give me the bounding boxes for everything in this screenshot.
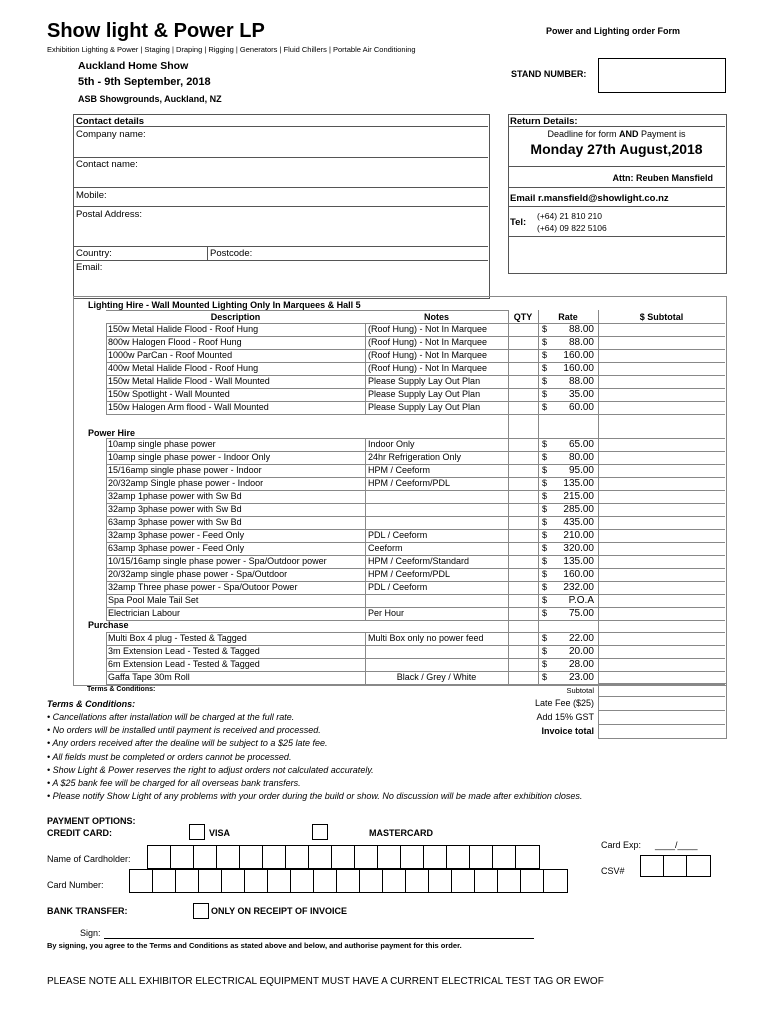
csv-label: CSV# — [601, 866, 625, 876]
item-notes: HPM / Ceeform — [368, 465, 431, 475]
item-rate: 75.00 — [568, 608, 594, 619]
char-box[interactable] — [262, 845, 287, 869]
invoice-only-label: ONLY ON RECEIPT OF INVOICE — [211, 906, 348, 916]
item-rate: 160.00 — [563, 363, 594, 374]
item-notes: (Roof Hung) - Not In Marquee — [368, 337, 488, 347]
char-box[interactable] — [216, 845, 241, 869]
item-description: Spa Pool Male Tail Set — [108, 595, 199, 605]
char-box[interactable] — [336, 869, 361, 893]
char-box[interactable] — [147, 845, 172, 869]
item-notes: (Roof Hung) - Not In Marquee — [368, 350, 488, 360]
item-rate: 435.00 — [563, 517, 594, 528]
terms-item: • Any orders received after the dealine will be subject to a $25 late fee. — [47, 738, 328, 749]
col-notes: Notes — [423, 312, 449, 322]
currency-sign: $ — [542, 543, 548, 553]
card-exp-label: Card Exp: — [601, 840, 642, 850]
terms-item: • Please notify Show Light of any problems with your order during the build or show. No discussion will be made after exhibition closes. — [47, 791, 583, 802]
sign-label: Sign: — [80, 928, 101, 938]
item-description: 32amp 3phase power - Feed Only — [108, 530, 245, 540]
item-description: Gaffa Tape 30m Roll — [108, 672, 190, 682]
deadline-text: Deadline for form AND Payment is — [547, 129, 686, 139]
col-rate: Rate — [558, 312, 578, 322]
col-subtotal: $ Subtotal — [639, 312, 684, 322]
services-line: Exhibition Lighting & Power | Staging | Draping | Rigging | Generators | Fluid Chillers | Portable Air Conditioning — [47, 45, 416, 54]
char-box[interactable] — [451, 869, 476, 893]
currency-sign: $ — [542, 491, 548, 501]
contact-name-label: Contact name: — [76, 159, 138, 170]
terms-small-label: Terms & Conditions: — [87, 686, 156, 693]
mobile-field[interactable] — [115, 188, 485, 205]
char-box[interactable] — [497, 869, 522, 893]
subtotal-label: Subtotal — [566, 686, 594, 695]
currency-sign: $ — [542, 646, 548, 656]
char-box[interactable] — [377, 845, 402, 869]
currency-sign: $ — [542, 452, 548, 462]
mobile-label: Mobile: — [76, 190, 107, 201]
item-description: Electrician Labour — [108, 608, 181, 618]
item-rate: 232.00 — [563, 582, 594, 593]
event-venue: ASB Showgrounds, Auckland, NZ — [78, 94, 222, 104]
terms-heading: Terms & Conditions: — [47, 699, 136, 709]
item-rate: 160.00 — [563, 350, 594, 361]
item-description: 400w Metal Halide Flood - Roof Hung — [108, 363, 259, 373]
tel-2: (+64) 09 822 5106 — [537, 223, 607, 233]
email-field[interactable] — [110, 261, 485, 296]
item-description: 3m Extension Lead - Tested & Tagged — [108, 646, 260, 656]
char-box[interactable] — [446, 845, 471, 869]
event-dates: 5th - 9th September, 2018 — [78, 76, 211, 88]
contact-heading: Contact details — [76, 116, 145, 127]
currency-sign: $ — [542, 439, 548, 449]
currency-sign: $ — [542, 582, 548, 592]
bank-transfer-checkbox[interactable] — [193, 903, 209, 919]
item-notes: Please Supply Lay Out Plan — [368, 402, 481, 412]
col-qty: QTY — [513, 312, 533, 322]
char-box[interactable] — [152, 869, 177, 893]
char-box[interactable] — [175, 869, 200, 893]
invoice-total-label: Invoice total — [541, 726, 594, 736]
item-description: 32amp Three phase power - Spa/Outoor Power — [108, 582, 298, 592]
table-column-rule — [508, 310, 509, 684]
currency-sign: $ — [542, 363, 548, 373]
subtotal-field[interactable] — [599, 684, 724, 695]
item-rate: 28.00 — [568, 659, 594, 670]
item-rate: 135.00 — [563, 478, 594, 489]
item-rate: 215.00 — [563, 491, 594, 502]
item-description: 32amp 1phase power with Sw Bd — [108, 491, 242, 501]
power-heading: Power Hire — [88, 428, 136, 438]
item-notes: Multi Box only no power feed — [368, 633, 484, 643]
item-notes: Per Hour — [368, 608, 405, 618]
char-box[interactable] — [428, 869, 453, 893]
return-email: Email r.mansfield@showlight.co.nz — [510, 193, 669, 204]
char-box[interactable] — [423, 845, 448, 869]
item-rate: 88.00 — [568, 337, 594, 348]
tel-label: Tel: — [510, 217, 527, 228]
item-description: Multi Box 4 plug - Tested & Tagged — [108, 633, 247, 643]
currency-sign: $ — [542, 569, 548, 579]
item-rate: 135.00 — [563, 556, 594, 567]
item-description: 10/15/16amp single phase power - Spa/Outdoor power — [108, 556, 327, 566]
item-notes: PDL / Ceeform — [368, 530, 428, 540]
char-box[interactable] — [359, 869, 384, 893]
signature-line[interactable] — [104, 938, 534, 939]
card-exp-field[interactable]: ____/____ — [655, 840, 698, 850]
item-description: 63amp 3phase power with Sw Bd — [108, 517, 242, 527]
char-box[interactable] — [244, 869, 269, 893]
postal-address-label: Postal Address: — [76, 209, 143, 220]
item-description: 15/16amp single phase power - Indoor — [108, 465, 262, 475]
item-notes: 24hr Refrigeration Only — [368, 452, 462, 462]
item-description: 150w Spotlight - Wall Mounted — [108, 389, 230, 399]
return-heading: Return Details: — [510, 116, 578, 127]
currency-sign: $ — [542, 672, 548, 682]
currency-sign: $ — [542, 350, 548, 360]
char-box[interactable] — [400, 845, 425, 869]
item-rate: 23.00 — [568, 672, 594, 683]
table-frame — [73, 296, 727, 686]
item-description: 10amp single phase power — [108, 439, 216, 449]
item-rate: 210.00 — [563, 530, 594, 541]
char-box[interactable] — [382, 869, 407, 893]
stand-number-label: STAND NUMBER: — [511, 69, 587, 79]
char-box[interactable] — [492, 845, 517, 869]
item-rate: 320.00 — [563, 543, 594, 554]
form-title: Power and Lighting order Form — [546, 26, 681, 36]
terms-item: • Show Light & Power reserves the right to adjust orders not calculated accurately. — [47, 764, 374, 775]
currency-sign: $ — [542, 402, 548, 412]
item-rate: 35.00 — [568, 389, 594, 400]
card-number-label: Card Number: — [47, 880, 104, 890]
company-title: Show light & Power LP — [47, 20, 265, 42]
late-fee-field[interactable] — [599, 697, 724, 709]
char-box[interactable] — [543, 869, 568, 893]
char-box[interactable] — [221, 869, 246, 893]
col-description: Description — [210, 312, 261, 322]
item-notes: Ceeform — [368, 543, 403, 553]
table-column-rule — [538, 310, 539, 684]
deadline-date: Monday 27th August,2018 — [530, 141, 703, 157]
event-name: Auckland Home Show — [78, 60, 189, 72]
terms-list — [47, 711, 687, 803]
item-description: 1000w ParCan - Roof Mounted — [108, 350, 233, 360]
terms-item: • Cancellations after installation will be charged at the full rate. — [47, 712, 295, 722]
char-box[interactable] — [686, 855, 711, 877]
item-description: 150w Metal Halide Flood - Roof Hung — [108, 324, 259, 334]
item-notes: HPM / Ceeform/Standard — [368, 556, 470, 566]
char-box[interactable] — [640, 855, 665, 877]
late-fee-label: Late Fee ($25) — [534, 698, 594, 708]
item-rate: 22.00 — [568, 633, 594, 644]
char-box[interactable] — [354, 845, 379, 869]
currency-sign: $ — [542, 556, 548, 566]
table-column-rule — [598, 310, 599, 684]
char-box[interactable] — [267, 869, 292, 893]
visa-checkbox[interactable] — [189, 824, 205, 840]
email-label: Email: — [76, 262, 103, 273]
tel-1: (+64) 21 810 210 — [537, 211, 602, 221]
item-rate: 80.00 — [568, 452, 594, 463]
item-notes: Indoor Only — [368, 439, 415, 449]
item-rate: 88.00 — [568, 376, 594, 387]
company-name-field[interactable] — [150, 128, 485, 156]
item-description: 32amp 3phase power with Sw Bd — [108, 504, 242, 514]
item-notes: (Roof Hung) - Not In Marquee — [368, 324, 488, 334]
item-rate: 95.00 — [568, 465, 594, 476]
item-notes: Please Supply Lay Out Plan — [368, 376, 481, 386]
currency-sign: $ — [542, 659, 548, 669]
char-box[interactable] — [193, 845, 218, 869]
item-rate: 65.00 — [568, 439, 594, 450]
item-notes: PDL / Ceeform — [368, 582, 428, 592]
char-box[interactable] — [663, 855, 688, 877]
item-rate: 285.00 — [563, 504, 594, 515]
currency-sign: $ — [542, 504, 548, 514]
mastercard-checkbox[interactable] — [312, 824, 328, 840]
currency-sign: $ — [542, 517, 548, 527]
currency-sign: $ — [542, 633, 548, 643]
bank-transfer-label: BANK TRANSFER: — [47, 906, 128, 916]
item-rate: 88.00 — [568, 324, 594, 335]
purchase-heading: Purchase — [88, 620, 129, 630]
char-box[interactable] — [520, 869, 545, 893]
item-rate: P.O.A — [568, 595, 594, 606]
item-notes: Black / Grey / White — [396, 672, 477, 682]
currency-sign: $ — [542, 530, 548, 540]
item-description: 63amp 3phase power - Feed Only — [108, 543, 245, 553]
terms-item: • All fields must be completed or orders cannot be processed. — [47, 751, 292, 762]
item-description: 150w Halogen Arm flood - Wall Mounted — [108, 402, 269, 412]
postal-address-field[interactable] — [150, 207, 485, 245]
item-notes: HPM / Ceeform/PDL — [368, 478, 451, 488]
char-box[interactable] — [129, 869, 154, 893]
footer-note: PLEASE NOTE ALL EXHIBITOR ELECTRICAL EQUIPMENT MUST HAVE A CURRENT ELECTRICAL TEST TAG OR EWOF — [47, 976, 604, 987]
gst-label: Add 15% GST — [536, 712, 594, 722]
country-label: Country: — [76, 248, 112, 259]
char-box[interactable] — [469, 845, 494, 869]
char-box[interactable] — [405, 869, 430, 893]
char-box[interactable] — [198, 869, 223, 893]
char-box[interactable] — [239, 845, 264, 869]
item-notes: Please Supply Lay Out Plan — [368, 389, 481, 399]
currency-sign: $ — [542, 337, 548, 347]
item-rate: 160.00 — [563, 569, 594, 580]
terms-item: • No orders will be installed until payment is received and processed. — [47, 725, 321, 736]
item-description: 20/32amp Single phase power - Indoor — [108, 478, 264, 488]
terms-item: • A $25 bank fee will be charged for all overseas bank transfers. — [47, 778, 301, 789]
currency-sign: $ — [542, 595, 548, 605]
cardholder-label: Name of Cardholder: — [47, 854, 131, 864]
item-description: 20/32amp single phase power - Spa/Outdoor — [108, 569, 288, 579]
company-name-label: Company name: — [76, 129, 146, 140]
contact-name-field[interactable] — [145, 158, 485, 186]
item-rate: 20.00 — [568, 646, 594, 657]
char-box[interactable] — [285, 845, 310, 869]
currency-sign: $ — [542, 376, 548, 386]
char-box[interactable] — [290, 869, 315, 893]
postcode-label: Postcode: — [210, 248, 253, 259]
agreement-text: By signing, you agree to the Terms and Conditions as stated above and below, and authorise payment for this order. — [47, 941, 462, 950]
currency-sign: $ — [542, 608, 548, 618]
char-box[interactable] — [313, 869, 338, 893]
item-description: 10amp single phase power - Indoor Only — [108, 452, 271, 462]
char-box[interactable] — [474, 869, 499, 893]
visa-label: VISA — [209, 828, 231, 838]
credit-card-label: CREDIT CARD: — [47, 828, 112, 838]
payment-heading: PAYMENT OPTIONS: — [47, 816, 136, 826]
attn-name: Attn: Reuben Mansfield — [612, 173, 713, 183]
item-notes: (Roof Hung) - Not In Marquee — [368, 363, 488, 373]
currency-sign: $ — [542, 324, 548, 334]
currency-sign: $ — [542, 465, 548, 475]
currency-sign: $ — [542, 389, 548, 399]
char-box[interactable] — [331, 845, 356, 869]
mastercard-label: MASTERCARD — [369, 828, 433, 838]
currency-sign: $ — [542, 478, 548, 488]
item-description: 150w Metal Halide Flood - Wall Mounted — [108, 376, 270, 386]
char-box[interactable] — [308, 845, 333, 869]
item-rate: 60.00 — [568, 402, 594, 413]
char-box[interactable] — [170, 845, 195, 869]
item-description: 6m Extension Lead - Tested & Tagged — [108, 659, 260, 669]
char-box[interactable] — [515, 845, 540, 869]
item-notes: HPM / Ceeform/PDL — [368, 569, 451, 579]
item-description: 800w Halogen Flood - Roof Hung — [108, 337, 242, 347]
stand-number-field[interactable] — [598, 58, 726, 93]
lighting-heading: Lighting Hire - Wall Mounted Lighting Only In Marquees & Hall 5 — [88, 300, 361, 310]
